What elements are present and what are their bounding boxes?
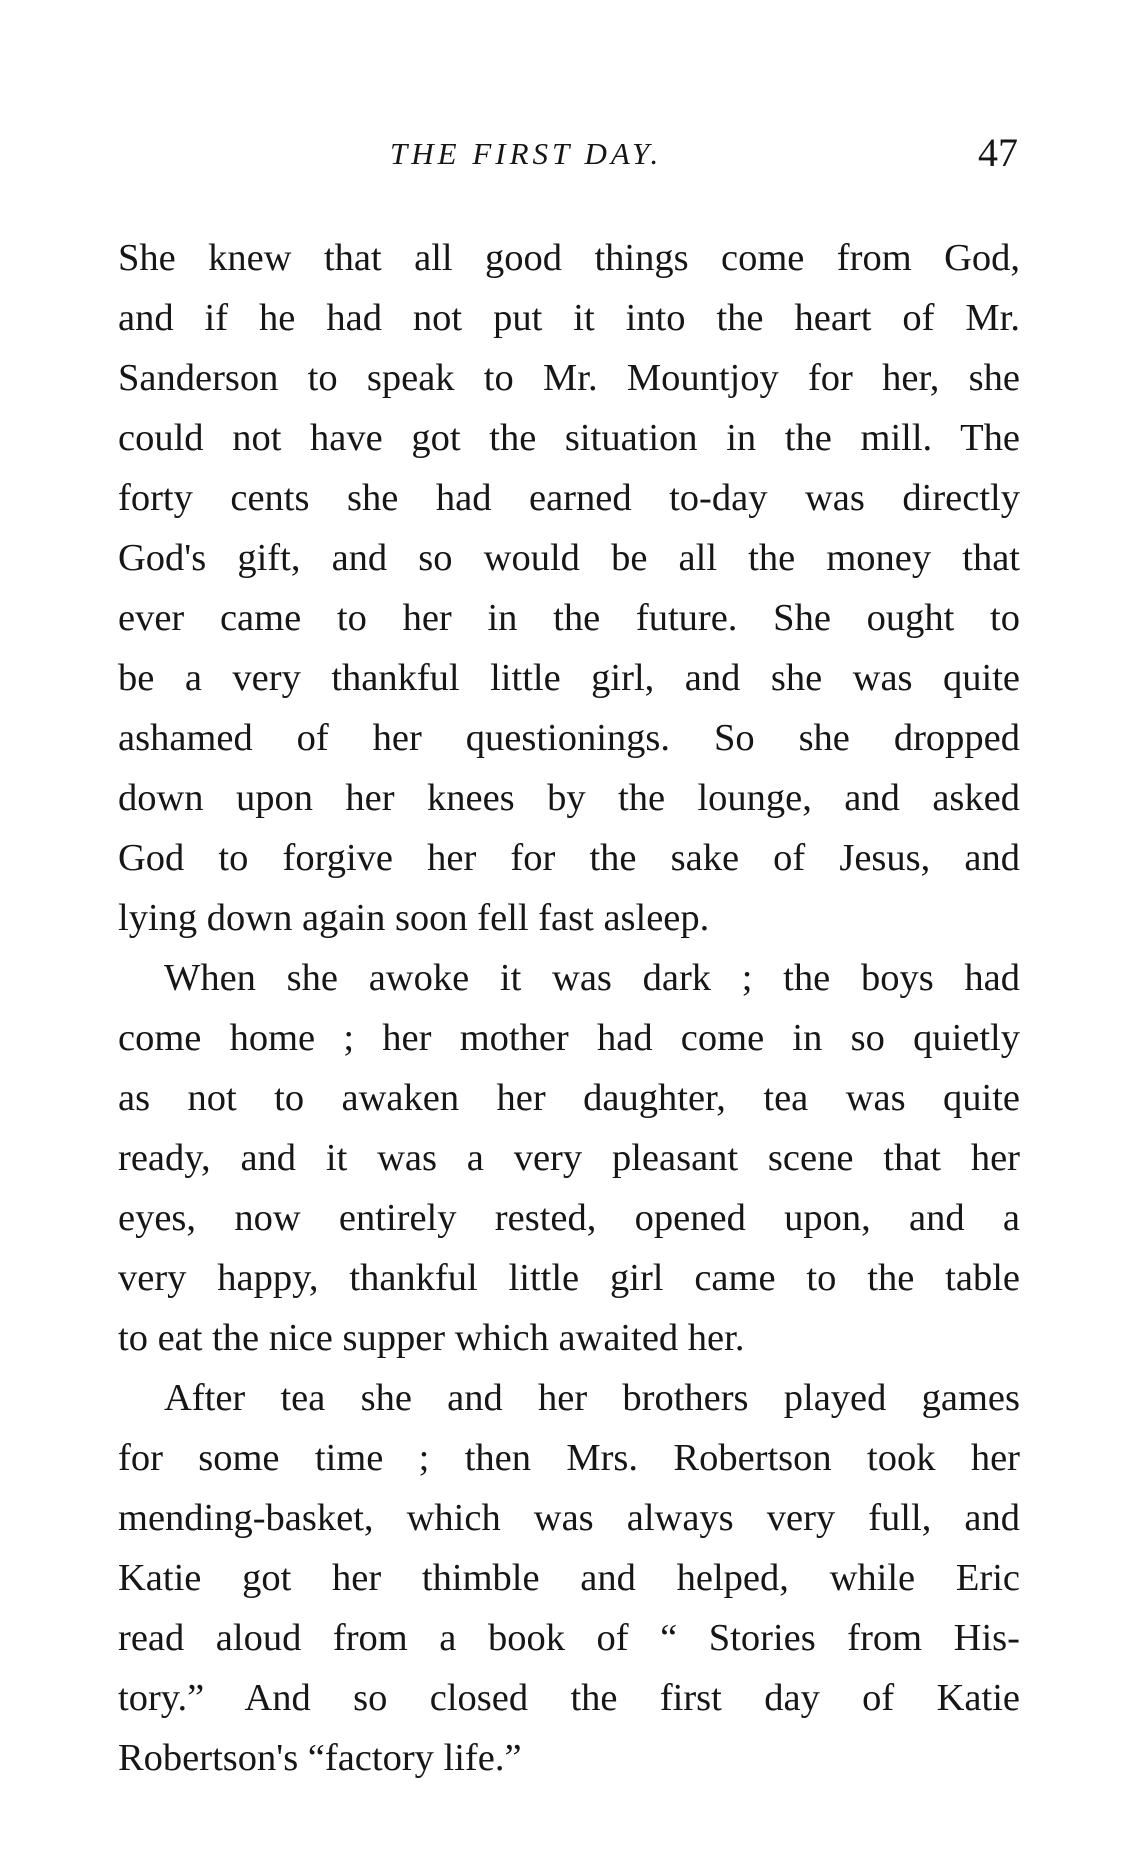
text-line: She knew that all good things come from God,: [118, 237, 1020, 279]
text-line: God's gift, and so would be all the money that: [118, 537, 1020, 579]
text-line: forty cents she had earned to-day was directly: [118, 477, 1020, 519]
text-line: When she awoke it was dark ; the boys had: [164, 957, 1020, 999]
text-line: down upon her knees by the lounge, and asked: [118, 777, 1020, 819]
text-line: Katie got her thimble and helped, while Eric: [118, 1557, 1020, 1599]
text-line: Sanderson to speak to Mr. Mountjoy for her, she: [118, 357, 1020, 399]
text-line: be a very thankful little girl, and she was quite: [118, 657, 1020, 699]
text-line: After tea she and her brothers played games: [164, 1377, 1020, 1419]
text-line: very happy, thankful little girl came to the table: [118, 1257, 1020, 1299]
text-line: tory.” And so closed the first day of Katie: [118, 1677, 1020, 1719]
text-line: ready, and it was a very pleasant scene that her: [118, 1137, 1020, 1179]
text-line: to eat the nice supper which awaited her.: [118, 1317, 745, 1359]
text-line: ever came to her in the future. She ought to: [118, 597, 1020, 639]
text-line: ashamed of her questionings. So she dropped: [118, 717, 1020, 759]
text-line: could not have got the situation in the mill. The: [118, 417, 1020, 459]
text-line: as not to awaken her daughter, tea was quite: [118, 1077, 1020, 1119]
text-line: eyes, now entirely rested, opened upon, and a: [118, 1197, 1020, 1239]
running-head: [118, 130, 1018, 190]
body-text: [118, 228, 1020, 1788]
text-line: for some time ; then Mrs. Robertson took her: [118, 1437, 1020, 1479]
text-line: and if he had not put it into the heart of Mr.: [118, 297, 1020, 339]
running-title: THE FIRST DAY.: [390, 136, 663, 171]
page-number: 47: [978, 130, 1018, 175]
text-line: lying down again soon fell fast asleep.: [118, 897, 710, 939]
text-line: read aloud from a book of “ Stories from His-: [118, 1617, 1020, 1659]
text-line: God to forgive her for the sake of Jesus, and: [118, 837, 1020, 879]
text-line: Robertson's “factory life.”: [118, 1737, 522, 1779]
text-line: come home ; her mother had come in so quietly: [118, 1017, 1020, 1059]
text-line: mending-basket, which was always very full, and: [118, 1497, 1020, 1539]
